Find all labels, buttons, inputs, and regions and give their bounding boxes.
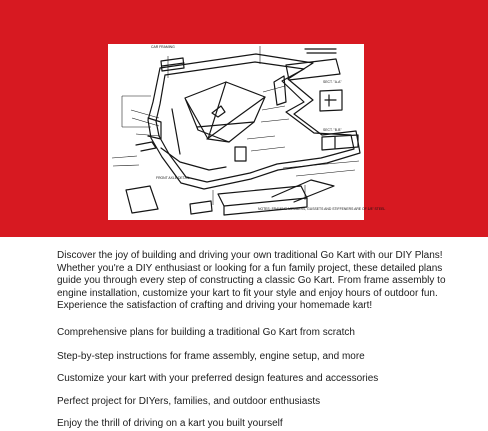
product-description: [57, 244, 457, 431]
front-axle-label: FRONT AXLE DETAIL: [156, 176, 190, 180]
title-label: CAR FRAMING: [151, 45, 175, 49]
go-kart-blueprint-image: [108, 44, 386, 220]
notes-label: NOTES: FRAMING MEMBERS, GUSSETS AND STIFFENERS ARE OF 1/8" STEEL: [258, 207, 386, 211]
blueprint-drawing: [108, 44, 386, 220]
feature-item: Enjoy the thrill of driving on a kart you built yourself: [57, 418, 283, 430]
section-b-label: SECT. "B-B": [323, 128, 342, 132]
feature-item: Perfect project for DIYers, families, and outdoor enthusiasts: [57, 395, 321, 407]
feature-item: Comprehensive plans for building a traditional Go Kart from scratch: [57, 326, 355, 338]
section-a-label: SECT. "A-A": [323, 80, 342, 84]
blueprint-paper: [108, 44, 364, 220]
feature-item: Step-by-step instructions for frame assembly, engine setup, and more: [57, 350, 365, 362]
feature-item: Customize your kart with your preferred design features and accessories: [57, 373, 379, 385]
intro-paragraph: Discover the joy of building and driving your own traditional Go Kart with our DIY Plans! Whether you're a DIY enthusiast or looking for a fun family project, these detailed plans guide you through every step of constructing a classic Go Kart. From frame assembly to engine installation, customize your kart to fit your style and enjoy hours of outdoor fun. Experience the satisfaction of crafting and driving your homemade kart!: [57, 250, 446, 312]
